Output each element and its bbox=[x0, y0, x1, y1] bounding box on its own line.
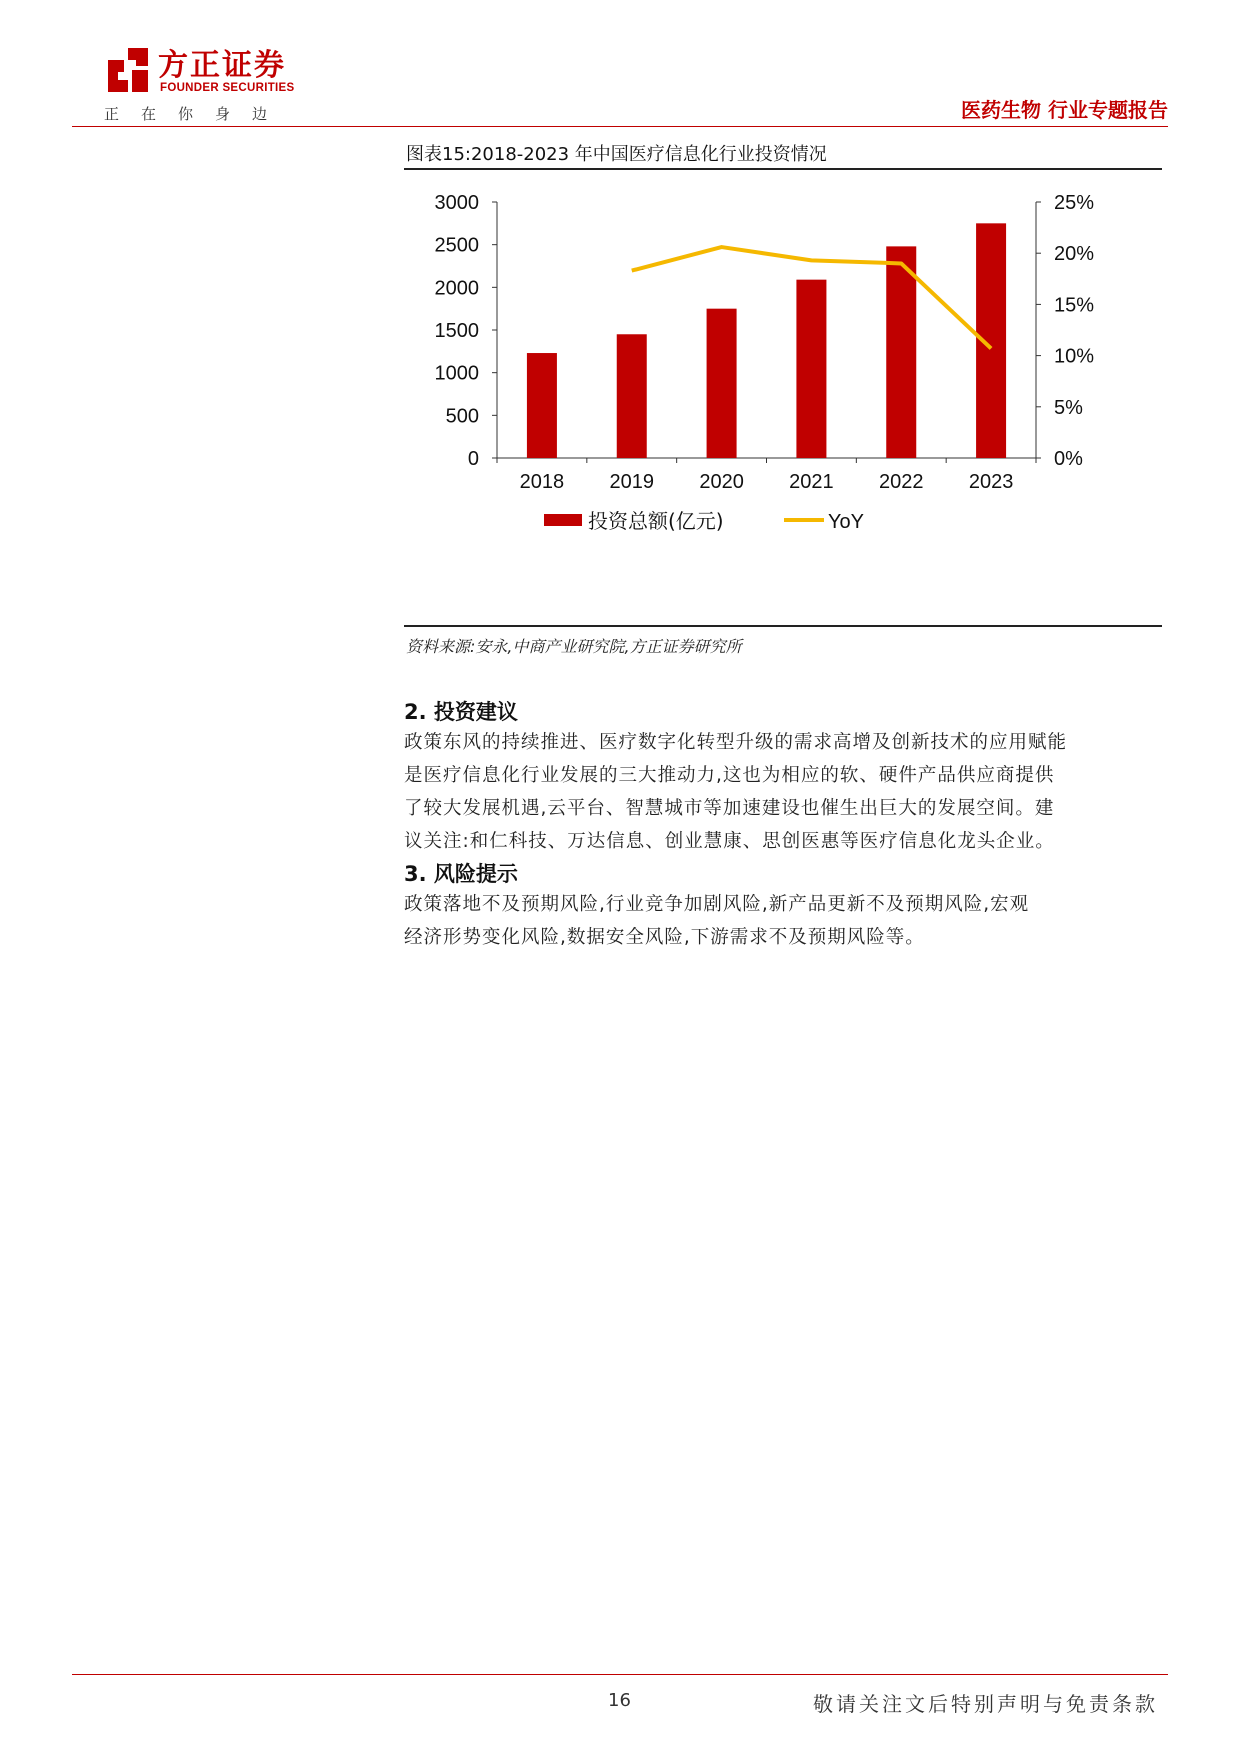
footer-disclaimer: 敬请关注文后特别声明与免责条款 bbox=[813, 1692, 1158, 1716]
section-body-investment bbox=[404, 726, 1152, 858]
y-left-tick-label: 3000 bbox=[434, 192, 479, 214]
header-divider bbox=[72, 126, 1168, 127]
section-title-risk: 3. 风险提示 bbox=[404, 862, 518, 886]
logo-text-cn: 方正证券 bbox=[158, 48, 286, 83]
legend-swatch-investment bbox=[544, 514, 582, 526]
slogan: 正在你身边 bbox=[104, 105, 290, 123]
paragraph-line: 政策东风的持续推进、医疗数字化转型升级的需求高增及创新技术的应用赋能 bbox=[404, 732, 1068, 753]
paragraph-line: 经济形势变化风险,数据安全风险,下游需求不及预期风险等。 bbox=[404, 927, 925, 948]
y-right-tick-label: 20% bbox=[1054, 243, 1095, 266]
report-type: 医药生物 行业专题报告 bbox=[961, 98, 1168, 122]
bar-investment-2019 bbox=[617, 334, 647, 458]
figure-bottom-rule bbox=[404, 625, 1162, 627]
x-tick-label: 2018 bbox=[519, 471, 565, 493]
y-left-tick-label: 2000 bbox=[434, 277, 479, 300]
y-left-tick-label: 0 bbox=[467, 448, 479, 470]
founder-logo-icon bbox=[104, 46, 152, 94]
x-tick-label: 2019 bbox=[609, 471, 654, 493]
bar-investment-2018 bbox=[527, 353, 557, 458]
section-title-investment: 2. 投资建议 bbox=[404, 700, 518, 724]
page-header bbox=[0, 0, 1240, 130]
legend-label-investment: 投资总额(亿元) bbox=[588, 509, 724, 533]
paragraph-line: 是医疗信息化行业发展的三大推动力,这也为相应的软、硬件产品供应商提供 bbox=[404, 765, 1055, 786]
y-right-tick-label: 0% bbox=[1054, 448, 1083, 470]
y-right-tick-label: 10% bbox=[1054, 345, 1095, 368]
x-tick-label: 2023 bbox=[968, 471, 1014, 493]
y-left-tick-label: 1000 bbox=[434, 362, 479, 385]
y-left-tick-label: 1500 bbox=[434, 320, 479, 342]
x-tick-label: 2021 bbox=[789, 471, 834, 493]
paragraph-line: 议关注:和仁科技、万达信息、创业慧康、思创医惠等医疗信息化龙头企业。 bbox=[404, 831, 1055, 852]
logo-text-en: FOUNDER SECURITIES bbox=[160, 82, 295, 94]
figure-top-rule bbox=[404, 168, 1162, 170]
footer-divider bbox=[72, 1674, 1168, 1675]
investment-chart bbox=[404, 180, 1162, 620]
bar-investment-2021 bbox=[796, 280, 826, 458]
section-body-risk bbox=[404, 888, 1152, 954]
y-right-tick-label: 15% bbox=[1054, 294, 1095, 317]
y-left-tick-label: 2500 bbox=[434, 234, 479, 257]
y-right-tick-label: 25% bbox=[1054, 192, 1095, 214]
y-right-tick-label: 5% bbox=[1054, 396, 1083, 419]
x-tick-label: 2020 bbox=[699, 471, 744, 493]
paragraph-line: 了较大发展机遇,云平台、智慧城市等加速建设也催生出巨大的发展空间。建 bbox=[404, 798, 1055, 819]
bar-investment-2020 bbox=[707, 309, 737, 458]
legend-label-yoy: YoY bbox=[828, 511, 864, 533]
y-left-tick-label: 500 bbox=[445, 405, 479, 428]
x-tick-label: 2022 bbox=[879, 471, 924, 493]
paragraph-line: 政策落地不及预期风险,行业竞争加剧风险,新产品更新不及预期风险,宏观 bbox=[404, 894, 1030, 915]
page-number: 16 bbox=[608, 1690, 631, 1711]
bar-investment-2022 bbox=[886, 246, 916, 458]
figure-source: 资料来源:安永,中商产业研究院,方正证券研究所 bbox=[406, 637, 742, 656]
figure-title: 图表15:2018-2023 年中国医疗信息化行业投资情况 bbox=[406, 144, 827, 165]
